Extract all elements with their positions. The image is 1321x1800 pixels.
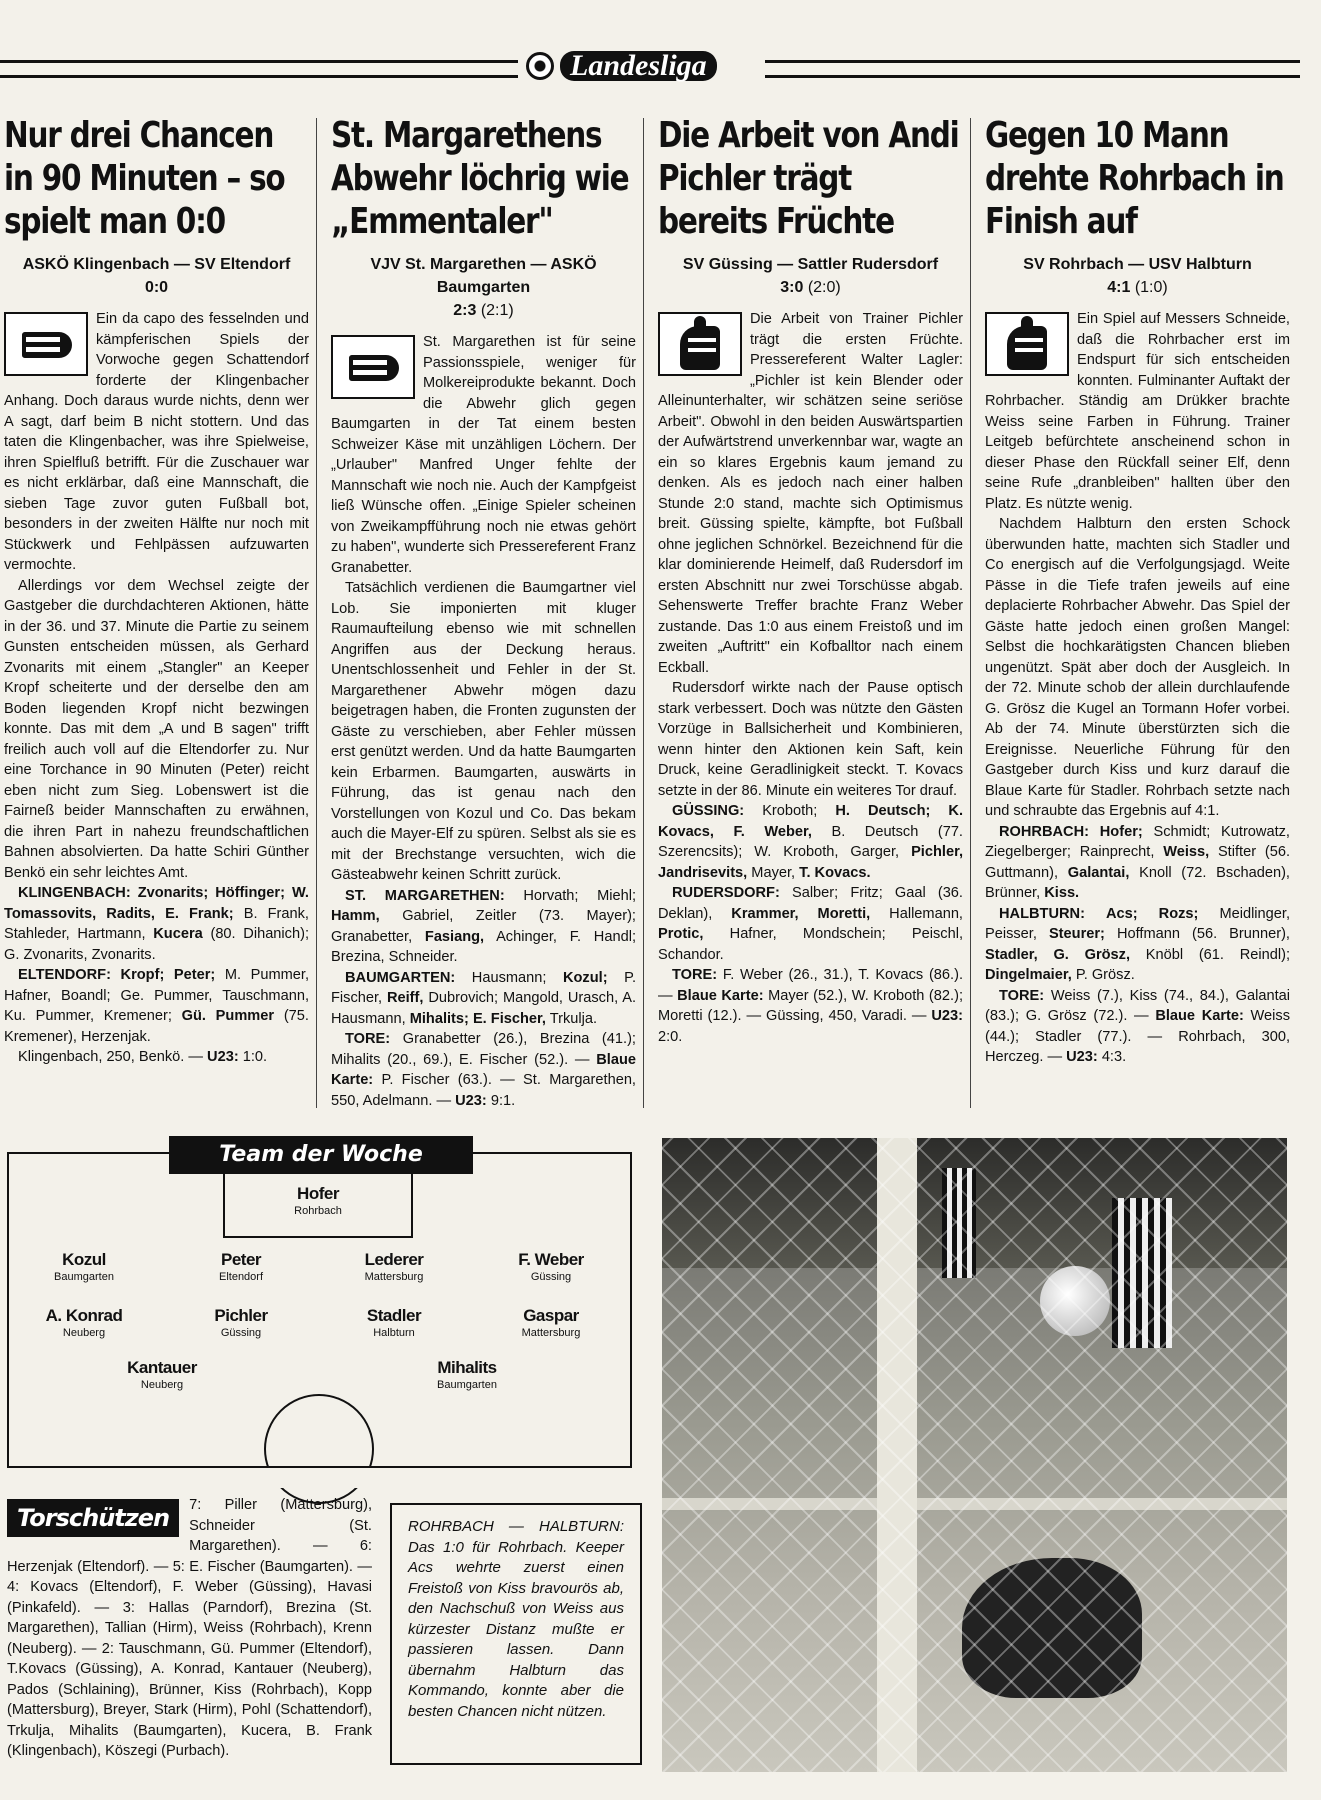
match-goals: TORE: Granabetter (26.), Brezina (41.); Mihalits (20., 69.), E. Fischer (52.). — Blaue Karte: P. Fischer (63.). — St. Margarethen, 550, Adelmann. — U23: 9:1. [331,1031,636,1109]
top-scorers [7,1495,372,1762]
lineup-home: GÜSSING: Kroboth; H. Deutsch; K. Kovacs, F. Weber, B. Deutsch (77. Szerencsits); W. Kroboth, Garger, Pichler, Jandrisevits, Mayer, T. Kovacs. [658,803,964,881]
lineup-away: HALBTURN: Acs; Rozs; Meidlinger, Peisser, Steurer; Hoffmann (56. Brunner), Stadler, G. Grösz, Knöbl (61. Reindl); Dingelmaier, P. Grösz. [985,905,1291,983]
player-goalkeeper: Hofer Rohrbach [294,1184,342,1217]
player-defender: F. Weber Güssing [518,1250,584,1283]
halftime-score: (1:0) [1134,279,1168,296]
article-paragraph: St. Margarethen ist für seine Passionsspiele, weniger für Molkereiprodukte bekannt. Doch die Abwehr glich gegen Baumgarten in der Tat einem besten Schweizer Käse mit unzähligen Löchern. Der „Urlauber" Manfred Unger fehlte der Mannschaft wie noch nie. Auch der Kampfgeist ließ Wünsche offen. „Einige Spieler scheinen von Zweikampfführung noch nie etwas gehört zu haben", wunderte sich Pressereferent Franz Granabetter. [331,334,636,576]
lineup-away: RUDERSDORF: Salber; Fritz; Gaal (36. Deklan), Krammer, Moretti, Hallemann, Protic, Hafner, Mondschein; Peischl, Schandor. [658,885,963,963]
halftime-score: (2:1) [480,302,514,319]
article-klingenbach [4,114,309,1068]
player-defender: Peter Eltendorf [218,1250,264,1283]
match-teams: ASKÖ Klingenbach — SV Eltendorf [22,256,291,273]
section-header [0,49,1300,82]
article-paragraph: Ein da capo des fesselnden und kämpferischen Spiels der Vorwoche gegen Schattendorf forderte der Klingenbacher Anhang. Doch daraus wurde nichts, denn wer A sagt, darf beim B nicht stottern. Und das taten die Klingenbacher, was ihre Spielweise, ihren Spielfluß betrifft. Für die Zuschauer war es nicht erklärbar, daß eine Mannschaft, die sieben Tage zuvor guten Fußball bot, besonders in der zweiten Hälfte nur noch mit Stückwerk und Fehlpässen aufzuwarten vermochte. [4,311,309,573]
article-paragraph: Die Arbeit von Trainer Pichler trägt die ersten Früchte. Pressereferent Walter Lagler: „Pichler ist kein Blender oder Alleinunterhalter, wir schätzen seine seriöse Arbeit". Obwohl in den beiden Auswärtspartien der Aufwärtstrend unverkennbar war, wagte an ein so klares Ergebnis kaum jemand zu denken. Als es jedoch nach einer halben Stunde 2:0 stand, machte sich Optimismus breit. Güssing spielte, kämpfte, bot Fußball ohne jeglichen Schnörkel. Bezeichnend für die klar dominierende Heimelf, daß Rudersdorf im ersten Abschnitt nur zwei Torschüsse abgab. Sehenswerte Treffer brachte Franz Weber zustande. Das 1:0 aus einem Freistoß und im zweiten „Auftritt" ein Kofballtor nach einem Eckball. [658,311,963,676]
lineup-away: BAUMGARTEN: Hausmann; Kozul; P. Fischer, Reiff, Dubrovich; Mangold, Urasch, A. Hausmann, Mihalits; E. Fischer, Trkulja. [331,969,637,1027]
player-midfielder: Gaspar Mattersburg [521,1306,581,1339]
match-result [4,253,309,299]
article-body [985,309,1290,1068]
pointing-hand-icon [4,312,88,376]
article-paragraph: Tatsächlich verdienen die Baumgartner viel Lob. Sie imponierten mit kluger Raumaufteilung ebenso wie mit schnellen Angriffen aus der Deckung heraus. Unentschlossenheit und Fehler in der St. Margarethener Abwehr mögen dazu beigetragen haben, die Fronten zugunsten der Gäste zu verschieben, aber Fehler müssen erst genützt werden. Und da hatte Baumgarten kein Erbarmen. Baumgarten, auswärts in Führung, das ist genau nach den Vorstellungen von Kozul und Co. Das bekam auch die Mayer-Elf zu spüren. Selbst als sie es mit der Brechstange versuchten, wich die Gästeabwehr keinen Schritt zurück. [331,580,636,883]
thumbs-up-icon [985,312,1069,376]
column-divider [643,118,644,1108]
player-defender: Kozul Baumgarten [54,1250,114,1283]
match-footer: Klingenbach, 250, Benkö. — U23: 1:0. [18,1049,268,1065]
match-result [331,253,636,322]
soccer-ball-icon [526,52,554,80]
player-defender: Lederer Mattersburg [364,1250,424,1283]
team-of-the-week [7,1142,632,1468]
top-scorers-list: 7: Piller (Mattersburg), Schneider (St. Margarethen). — 6: Herzenjak (Eltendorf). — 5: E. Fischer (Baumgarten). — 4: Kovacs (Eltendorf), F. Weber (Güssing), Havasi (Pinkafeld). — 3: Hallas (Parndorf), Brezina (St. Margarethen), Tallian (Hirm), Weiss (Rohrbach), Krenn (Neuberg). — 2: Tauschmann, Gü. Pummer (Eltendorf), T.Kovacs (Güssing), A. Konrad, Kantauer (Neuberg), Pados (Schlaining), Brünner, Kiss (Rohrbach), Kopp (Mattersburg), Breyer, Stark (Hirm), Pohl (Schattendorf), Trkulja, Mihalits (Baumgarten), Kucera, B. Frank (Klingenbach), Köszegi (Purbach). [7,1497,372,1759]
article-paragraph: Nachdem Halbturn den ersten Schock überwunden hatte, machten sich Stadler und Co energisch auf die Verfolgungsjagd. Weite Pässe in die Tiefe trafen jeweils auf eine deplacierte Rohrbacher Abwehr. Das Spiel der Gäste hatte jedoch einen großen Mangel: Selbst die hochkarätigsten Chancen blieben ungenützt. Spät aber doch der Ausgleich. In der 72. Minute schob der allein durchlaufende G. Grösz die Kugel an Tormann Hofer vorbei. Ab der 74. Minute überstürzten sich die Ereignisse. Neuerliche Führung für den Gastgeber durch Kiss und kurz darauf die Blaue Karte für Stadler. Rohrbach setzte nach und schraubte das Ergebnis auf 4:1. [985,516,1290,819]
match-goals: TORE: Weiss (7.), Kiss (74., 84.), Galantai (83.); G. Grösz (72.). — Blaue Karte: Weiss (44.); Stadler (77.). — Rohrbach, 300, Herczeg. — U23: 4:3. [985,987,1290,1065]
player-forward: Kantauer Neuberg [127,1358,197,1391]
article-rohrbach [985,114,1290,1068]
player-midfielder: Stadler Halbturn [366,1306,422,1339]
landesliga-logo [518,49,725,82]
article-paragraph: Ein Spiel auf Messers Schneide, daß die Rohrbacher erst im Endspurt für sich entscheiden konnten. Fulminanter Auftakt der Rohrbacher. Ständig am Drükker brachte Weiss seine Farben in Führung. Trainer Leitgeb befürchtete anscheinend schon in dieser Phase den Rückfall seiner Elf, denn seine Rufe „dranbleiben" hallten über den Platz. Es nützte wenig. [985,311,1290,512]
match-score: 3:0 [780,279,804,296]
article-body [331,332,636,1111]
top-scorers-title: Torschützen [7,1499,179,1537]
match-teams: SV Rohrbach — USV Halbturn [1023,256,1252,273]
article-headline: Gegen 10 Mann drehte Rohrbach in Finish auf [985,115,1284,242]
lineup-home: ST. MARGARETHEN: Horvath; Miehl; Hamm, Gabriel, Zeitler (73. Mayer); Granabetter, Fasiang, Achinger, F. Handl; Brezina, Schneider. [331,887,637,965]
match-score: 4:1 [1107,279,1131,296]
match-goals: TORE: F. Weber (26., 31.), T. Kovacs (86.). — Blaue Karte: Mayer (52.), W. Kroboth (82.); Moretti (12.). — Güssing, 450, Varadi. — U23: 2:0. [658,967,964,1045]
article-guessing [658,114,963,1047]
match-score: 0:0 [144,279,169,296]
article-body [4,309,309,1068]
lineup-home: ROHRBACH: Hofer; Schmidt; Kutrowatz, Ziegelberger; Rainprecht, Weiss, Stifter (56. Guttmann), Galantai, Knoll (72. Bschaden), Brünner, Kiss. [985,823,1290,901]
article-headline: St. Margarethens Abwehr löchrig wie „Emmentaler" [331,115,629,242]
lineup-home: KLINGENBACH: Zvonarits; Höffinger; W. Tomassovits, Radits, E. Frank; B. Frank, Stahleder, Hartmann, Kucera (80. Dihanich); G. Zvonarits, Zvonarits. [4,885,309,963]
column-divider [316,118,317,1108]
player-forward: Mihalits Baumgarten [437,1358,497,1391]
player-midfielder: Pichler Güssing [214,1306,268,1339]
thumbs-up-icon [658,312,742,376]
section-label: Landesliga [560,51,717,81]
match-teams: SV Güssing — Sattler Rudersdorf [682,256,939,273]
header-rule-left [0,60,520,78]
match-score: 2:3 [453,302,477,319]
article-paragraph: Rudersdorf wirkte nach der Pause optisch stark verbessert. Doch was nützte den Gästen Vorzüge in Ballsicherheit und Kombinieren, wenn hinter den Aktionen kein Saft, kein Druck, keine Geradlinigkeit steckt. T. Kovacs setzte in der 86. Minute ein weiteres Tor drauf. [658,680,963,799]
match-result [985,253,1290,299]
match-teams: VJV St. Margarethen — ASKÖ Baumgarten [370,256,597,296]
article-headline: Nur drei Chancen in 90 Minuten – so spielt man 0:0 [4,115,285,242]
halftime-score: (2:0) [807,279,841,296]
team-of-the-week-title: Team der Woche [169,1136,473,1174]
photo-caption: ROHRBACH — HALBTURN: Das 1:0 für Rohrbach. Keeper Acs wehrte zuerst einen Freistoß von Kiss bravourös ab, den Nachschuß von Weiss aus kürzester Distanz mußte er passieren lassen. Dann übernahm Halbturn das Kommando, konnte aber die besten Chancen nicht nützen. [390,1503,642,1765]
goal-net [662,1138,1287,1772]
pointing-hand-icon [331,335,415,399]
article-headline: Die Arbeit von Andi Pichler trägt bereits Früchte [658,115,959,242]
article-paragraph: Allerdings vor dem Wechsel zeigte der Gastgeber die durchdachteren Aktionen, hätte in der 36. und 37. Minute die Partie zu seinem Gunsten entscheiden müssen, als Gerhard Zvonarits mit einem „Stangler" an Keeper Kropf scheiterte und der derselbe den am Boden liegenden Kropf nicht bezwingen konnte. Das mit dem „A und B sagen" trifft freilich auch voll auf die Eltendorfer zu. Nur eine Torchance in 90 Minuten (Peter) reicht eben nicht zum Sieg. Lobenswert ist die Fairneß beider Mannschaften zu erwähnen, die ihren Part in nahezu freundschaftlichen Bahnen absolvierten. Da hatte Schiri Günther Benkö ein sehr leichtes Amt. [4,577,309,881]
article-body [658,309,963,1047]
header-rule-right [765,60,1300,78]
article-st-margarethen [331,114,636,1111]
match-photo [662,1138,1287,1772]
match-result [658,253,963,299]
player-midfielder: A. Konrad Neuberg [45,1306,123,1339]
lineup-away: ELTENDORF: Kropf; Peter; M. Pummer, Hafner, Boandl; Ge. Pummer, Tauschmann, Ku. Pummer, Kremener; Gü. Pummer (75. Kremener), Herzenjak. [4,967,309,1045]
column-divider [970,118,971,1108]
